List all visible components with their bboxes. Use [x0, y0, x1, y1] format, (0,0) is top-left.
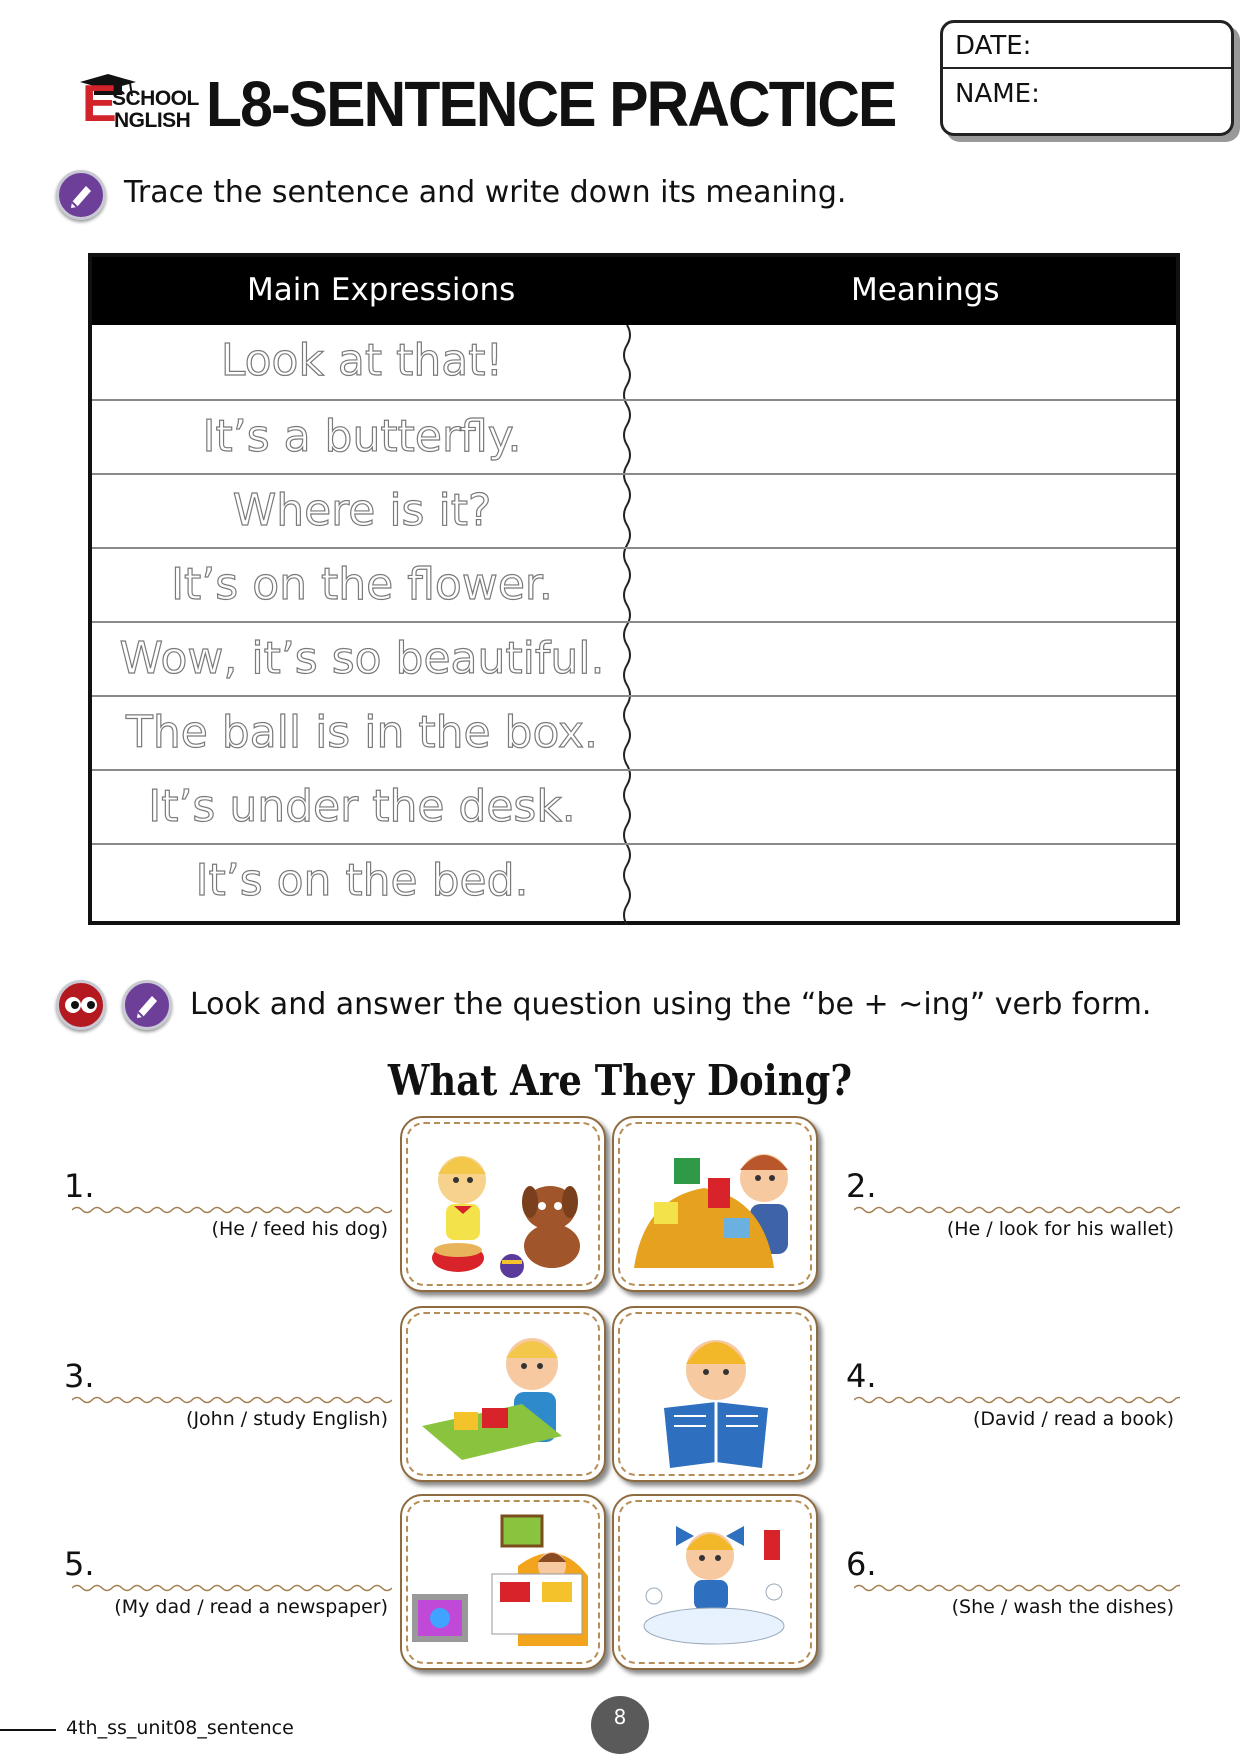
trace-sentence: It’s on the bed. — [195, 855, 529, 906]
picture-boy-feeding-dog — [400, 1116, 606, 1292]
logo-line-1: SCHOOL — [112, 87, 199, 110]
expressions-table — [88, 253, 1180, 925]
page-title: L8-SENTENCE PRACTICE — [206, 68, 896, 140]
item-hint: (She / wash the dishes) — [951, 1596, 1174, 1618]
table-row — [92, 473, 1176, 549]
table-body — [92, 325, 1176, 921]
date-label: DATE: — [955, 31, 1032, 61]
trace-sentence: Where is it? — [232, 485, 492, 536]
picture-boy-looking-for-wallet — [612, 1116, 818, 1292]
section1-instruction: Trace the sentence and write down its meaning. — [124, 175, 847, 210]
pencil-icon — [122, 980, 172, 1030]
picture-girl-washing-dishes — [612, 1494, 818, 1670]
answer-line[interactable] — [72, 1394, 392, 1406]
table-row — [92, 399, 1176, 475]
item-hint: (He / feed his dog) — [211, 1218, 388, 1240]
item-hint: (My dad / read a newspaper) — [114, 1596, 388, 1618]
trace-sentence: It’s a butterfly. — [202, 411, 522, 462]
section2-heading: What Are They Doing? — [387, 1056, 853, 1105]
item-number: 2. — [846, 1167, 877, 1205]
footer-rule — [0, 1729, 56, 1731]
item-number: 6. — [846, 1545, 877, 1583]
trace-sentence: Wow, it’s so beautiful. — [119, 633, 605, 684]
header-main-expressions: Main Expressions — [247, 272, 516, 308]
picture-boy-reading-book — [612, 1306, 818, 1482]
answer-line[interactable] — [854, 1394, 1180, 1406]
item-hint: (He / look for his wallet) — [946, 1218, 1174, 1240]
eyes-icon — [56, 980, 106, 1030]
table-row — [92, 547, 1176, 623]
item-number: 5. — [64, 1545, 95, 1583]
item-number: 1. — [64, 1167, 95, 1205]
table-row — [92, 325, 1176, 399]
school-english-logo — [78, 72, 199, 134]
picture-dad-reading-newspaper — [400, 1494, 606, 1670]
trace-sentence: It’s on the flower. — [171, 559, 553, 610]
answer-line[interactable] — [854, 1582, 1180, 1594]
pencil-icon — [56, 170, 106, 220]
trace-sentence: The ball is in the box. — [125, 707, 599, 758]
header-meanings: Meanings — [851, 272, 1000, 308]
answer-line[interactable] — [854, 1204, 1180, 1216]
table-row — [92, 843, 1176, 919]
logo-line-2: NGLISH — [114, 109, 191, 132]
item-hint: (David / read a book) — [973, 1408, 1174, 1430]
picture-boy-studying — [400, 1306, 606, 1482]
table-row — [92, 695, 1176, 771]
name-label: NAME: — [955, 79, 1040, 109]
logo-letter: E — [82, 75, 117, 133]
table-row — [92, 769, 1176, 845]
page-number: 8 — [591, 1696, 649, 1754]
answer-line[interactable] — [72, 1582, 392, 1594]
table-header — [92, 257, 1176, 325]
answer-line[interactable] — [72, 1204, 392, 1216]
footer-code: 4th_ss_unit08_sentence — [66, 1717, 294, 1739]
item-number: 3. — [64, 1357, 95, 1395]
section2-instruction: Look and answer the question using the “be + ~ing” verb form. — [190, 987, 1152, 1022]
item-number: 4. — [846, 1357, 877, 1395]
date-name-box — [940, 20, 1234, 136]
trace-sentence: It’s under the desk. — [148, 781, 576, 832]
trace-sentence: Look at that! — [220, 335, 504, 386]
item-hint: (John / study English) — [186, 1408, 388, 1430]
table-row — [92, 621, 1176, 697]
